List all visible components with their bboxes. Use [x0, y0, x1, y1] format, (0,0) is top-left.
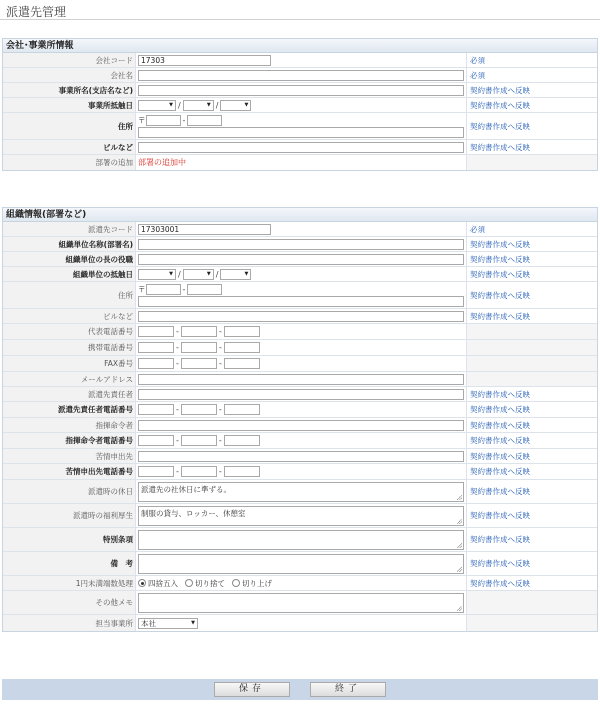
label-commander-tel: 指揮命令者電話番号 — [3, 433, 136, 448]
footer-bar — [2, 679, 598, 700]
row-company-address — [3, 113, 597, 140]
note-contract: 契約書作成へ反映 — [467, 528, 597, 551]
tel-part2-input[interactable] — [181, 466, 217, 477]
note-contract: 契約書作成へ反映 — [467, 480, 597, 503]
tel-separator: - — [218, 343, 222, 352]
note-contract: 契約書作成へ反映 — [467, 433, 597, 448]
resp-input[interactable] — [138, 389, 464, 400]
note-contract: 契約書作成へ反映 — [467, 237, 597, 251]
note-contract: 契約書作成へ反映 — [467, 576, 597, 590]
tel-part3-input[interactable] — [224, 326, 260, 337]
page-title: 派遣先管理 — [6, 5, 67, 19]
label-org-building: ビルなど — [3, 309, 136, 323]
year-select[interactable] — [138, 100, 176, 111]
row-dept-add — [3, 155, 597, 170]
tel-part3-input[interactable] — [224, 435, 260, 446]
label-mobile: 携帯電話番号 — [3, 340, 136, 355]
row-org-code — [3, 222, 597, 237]
commander-input[interactable] — [138, 420, 464, 431]
tel-separator: - — [176, 405, 179, 414]
note-contract: 契約書作成へ反映 — [467, 309, 597, 323]
zip-first-input[interactable] — [146, 284, 181, 295]
chevron-down-icon: ▼ — [206, 271, 211, 277]
label-resp-tel: 派遣先責任者電話番号 — [3, 402, 136, 417]
unit-name-input[interactable] — [138, 239, 464, 250]
date-separator: / — [215, 269, 219, 279]
label-org-code: 派遣先コード — [3, 222, 136, 236]
building-input[interactable] — [138, 142, 464, 153]
note-contract: 契約書作成へ反映 — [467, 113, 597, 139]
note-contract: 契約書作成へ反映 — [467, 449, 597, 463]
label-welfare: 派遣時の福利厚生 — [3, 504, 136, 527]
welfare-textarea[interactable]: 制服の貸与、ロッカー、休憩室 — [138, 506, 464, 526]
label-remarks: 備 考 — [3, 552, 136, 575]
tel-part2-input[interactable] — [181, 404, 217, 415]
date-separator: / — [178, 100, 181, 110]
label-rounding: 1円未満端数処理 — [3, 576, 136, 590]
label-office-name: 事業所名(支店名など) — [3, 83, 136, 97]
chevron-down-icon: ▼ — [244, 271, 249, 277]
postal-mark: 〒 — [138, 115, 146, 125]
note-contract: 契約書作成へ反映 — [467, 267, 597, 281]
note-required: 必須 — [467, 68, 597, 82]
complaint-input[interactable] — [138, 451, 464, 462]
address-input[interactable] — [138, 296, 464, 307]
year-select[interactable] — [138, 269, 176, 280]
tel-part1-input[interactable] — [138, 326, 174, 337]
tel-separator: - — [176, 436, 179, 445]
row-complaint-tel — [3, 464, 597, 480]
row-company-building — [3, 140, 597, 155]
label-holiday: 派遣時の休日 — [3, 480, 136, 503]
label-unit-conflict: 組織単位の抵触日 — [3, 267, 136, 281]
note-contract: 契約書作成へ反映 — [467, 98, 597, 112]
title-divider — [0, 19, 600, 20]
label-unit-head: 組織単位の長の役職 — [3, 252, 136, 266]
note-contract: 契約書作成へ反映 — [467, 402, 597, 417]
row-office-name — [3, 83, 597, 98]
zip-separator: - — [182, 284, 186, 294]
tel-part2-input[interactable] — [181, 435, 217, 446]
note-contract: 契約書作成へ反映 — [467, 387, 597, 401]
row-rounding — [3, 576, 597, 591]
row-holiday — [3, 480, 597, 504]
chevron-down-icon: ▼ — [191, 620, 195, 626]
label-main-tel: 代表電話番号 — [3, 324, 136, 339]
label-unit-name: 組織単位名称(部署名) — [3, 237, 136, 251]
note-contract: 契約書作成へ反映 — [467, 282, 597, 308]
tel-separator: - — [176, 327, 179, 336]
row-unit-name — [3, 237, 597, 252]
note-required: 必須 — [467, 222, 597, 236]
radio-label: 切り上げ — [242, 578, 272, 588]
note-empty — [467, 155, 597, 170]
row-special — [3, 528, 597, 552]
tel-separator: - — [218, 436, 222, 445]
row-resp — [3, 387, 597, 402]
tel-part2-input[interactable] — [181, 358, 217, 369]
label-company-code: 会社コード — [3, 53, 136, 67]
row-office-conflict-date — [3, 98, 597, 113]
other-memo-textarea[interactable] — [138, 593, 464, 613]
tel-part1-input[interactable] — [138, 466, 174, 477]
note-empty — [467, 615, 597, 631]
tel-part1-input[interactable] — [138, 404, 174, 415]
radio-label: 四捨五入 — [148, 578, 178, 588]
day-select[interactable] — [220, 100, 251, 111]
label-other-memo: その他メモ — [3, 591, 136, 614]
row-office — [3, 615, 597, 631]
radio-round-down[interactable] — [185, 579, 193, 587]
note-contract: 契約書作成へ反映 — [467, 464, 597, 479]
note-contract: 契約書作成へ反映 — [467, 252, 597, 266]
label-complaint-tel: 苦情申出先電話番号 — [3, 464, 136, 479]
row-unit-head — [3, 252, 597, 267]
tel-part3-input[interactable] — [224, 404, 260, 415]
label-resp: 派遣先責任者 — [3, 387, 136, 401]
tel-part3-input[interactable] — [224, 342, 260, 353]
remarks-textarea[interactable] — [138, 554, 464, 574]
note-contract: 契約書作成へ反映 — [467, 83, 597, 97]
zip-first-input[interactable] — [146, 115, 181, 126]
note-empty — [467, 372, 597, 386]
row-remarks — [3, 552, 597, 576]
holiday-textarea[interactable]: 派遣先の社休日に準ずる。 — [138, 482, 464, 502]
note-empty — [467, 356, 597, 371]
org-section — [2, 207, 598, 632]
tel-part2-input[interactable] — [181, 326, 217, 337]
label-org-address: 住所 — [3, 282, 136, 308]
note-contract: 契約書作成へ反映 — [467, 552, 597, 575]
tel-separator: - — [218, 359, 222, 368]
radio-round-half[interactable] — [138, 579, 146, 587]
unit-head-input[interactable] — [138, 254, 464, 265]
email-input[interactable] — [138, 374, 464, 385]
save-button[interactable]: 保存 — [214, 682, 290, 697]
building-input[interactable] — [138, 311, 464, 322]
label-company-name: 会社名 — [3, 68, 136, 82]
date-separator: / — [178, 269, 181, 279]
tel-separator: - — [176, 467, 179, 476]
label-dept-add: 部署の追加 — [3, 155, 136, 170]
company-code-input[interactable]: 17303 — [138, 55, 271, 66]
org-code-input[interactable]: 17303001 — [138, 224, 271, 235]
note-empty — [467, 340, 597, 355]
tel-separator: - — [176, 343, 179, 352]
row-commander-tel — [3, 433, 597, 449]
company-section — [2, 38, 598, 171]
tel-part1-input[interactable] — [138, 435, 174, 446]
note-contract: 契約書作成へ反映 — [467, 418, 597, 432]
row-main-tel — [3, 324, 597, 340]
tel-part2-input[interactable] — [181, 342, 217, 353]
label-special: 特別条項 — [3, 528, 136, 551]
month-select[interactable] — [183, 100, 214, 111]
label-fax: FAX番号 — [3, 356, 136, 371]
note-contract: 契約書作成へ反映 — [467, 504, 597, 527]
row-company-code — [3, 53, 597, 68]
chevron-down-icon: ▼ — [244, 102, 249, 108]
address-input[interactable] — [138, 127, 464, 138]
label-office-conflict-date: 事業所抵触日 — [3, 98, 136, 112]
chevron-down-icon: ▼ — [206, 102, 211, 108]
row-company-name — [3, 68, 597, 83]
row-email — [3, 372, 597, 387]
row-resp-tel — [3, 402, 597, 418]
tel-separator: - — [218, 467, 222, 476]
tel-part1-input[interactable] — [138, 358, 174, 369]
zip-second-input[interactable] — [187, 284, 222, 295]
tel-part3-input[interactable] — [224, 466, 260, 477]
tel-part3-input[interactable] — [224, 358, 260, 369]
radio-label: 切り捨て — [195, 578, 225, 588]
zip-second-input[interactable] — [187, 115, 222, 126]
office-select[interactable] — [138, 618, 198, 629]
row-complaint — [3, 449, 597, 464]
org-section-header: 組織情報(部署など) — [3, 208, 597, 222]
radio-round-up[interactable] — [232, 579, 240, 587]
tel-separator: - — [176, 359, 179, 368]
row-org-building — [3, 309, 597, 324]
chevron-down-icon: ▼ — [169, 271, 173, 277]
row-unit-conflict — [3, 267, 597, 282]
note-empty — [467, 591, 597, 614]
office-name-input[interactable] — [138, 85, 464, 96]
company-section-header: 会社･事業所情報 — [3, 39, 597, 53]
zip-separator: - — [182, 115, 186, 125]
day-select[interactable] — [220, 269, 251, 280]
finish-button[interactable]: 終了 — [310, 682, 386, 697]
date-separator: / — [215, 100, 219, 110]
row-welfare — [3, 504, 597, 528]
special-textarea[interactable] — [138, 530, 464, 550]
tel-separator: - — [218, 327, 222, 336]
row-other-memo — [3, 591, 597, 615]
label-company-address: 住所 — [3, 113, 136, 139]
dept-adding-status[interactable]: 部署の追加中 — [138, 158, 186, 167]
label-office: 担当事業所 — [3, 615, 136, 631]
label-email: メールアドレス — [3, 372, 136, 386]
label-commander: 指揮命令者 — [3, 418, 136, 432]
row-commander — [3, 418, 597, 433]
note-empty — [467, 324, 597, 339]
note-contract: 契約書作成へ反映 — [467, 140, 597, 154]
postal-mark: 〒 — [138, 284, 146, 294]
tel-part1-input[interactable] — [138, 342, 174, 353]
month-select[interactable] — [183, 269, 214, 280]
label-company-building: ビルなど — [3, 140, 136, 154]
row-mobile — [3, 340, 597, 356]
tel-separator: - — [218, 405, 222, 414]
note-required: 必須 — [467, 53, 597, 67]
label-complaint: 苦情申出先 — [3, 449, 136, 463]
row-fax — [3, 356, 597, 372]
chevron-down-icon: ▼ — [169, 102, 173, 108]
office-select-value: 本社 — [141, 618, 156, 628]
row-org-address — [3, 282, 597, 309]
company-name-input[interactable] — [138, 70, 464, 81]
